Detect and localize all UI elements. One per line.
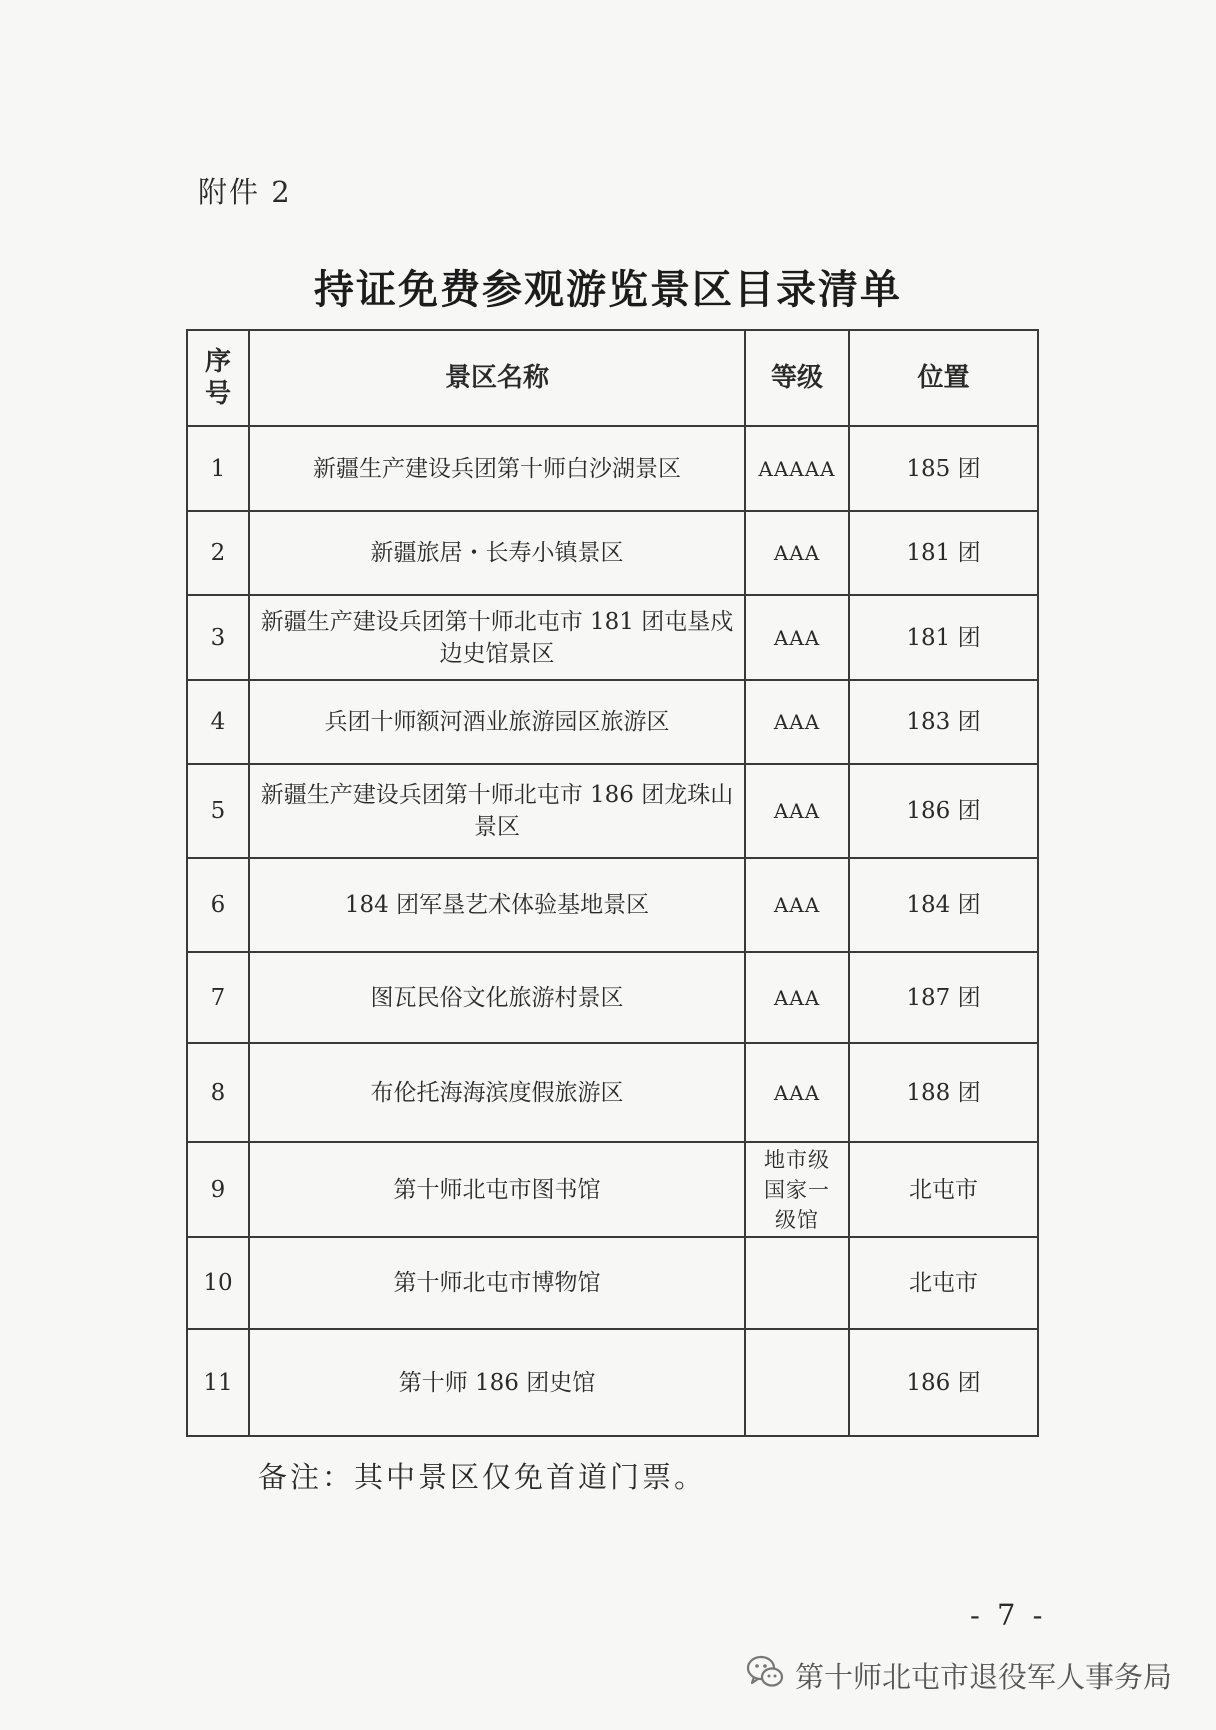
scenic-name: 第十师北屯市图书馆 xyxy=(249,1142,745,1237)
scenic-name: 布伦托海海滨度假旅游区 xyxy=(249,1043,745,1142)
scenic-location: 186 团 xyxy=(849,1329,1038,1436)
scenic-level: AAAAA xyxy=(745,426,849,511)
scenic-spot-table xyxy=(186,329,1039,1437)
table-row xyxy=(187,595,1038,680)
scenic-name: 新疆生产建设兵团第十师北屯市 186 团龙珠山景区 xyxy=(249,764,745,858)
wechat-icon xyxy=(745,1652,785,1699)
page-number: - 7 - xyxy=(970,1598,1047,1632)
table-row xyxy=(187,426,1038,511)
table-row xyxy=(187,1043,1038,1142)
scenic-name: 184 团军垦艺术体验基地景区 xyxy=(249,858,745,952)
scenic-location: 北屯市 xyxy=(849,1142,1038,1237)
row-number: 10 xyxy=(187,1237,249,1329)
row-number: 5 xyxy=(187,764,249,858)
header-location: 位置 xyxy=(849,330,1038,426)
table-header-row xyxy=(187,330,1038,426)
table-row xyxy=(187,858,1038,952)
scenic-location: 186 团 xyxy=(849,764,1038,858)
footnote: 备注：其中景区仅免首道门票。 xyxy=(258,1460,707,1494)
scenic-location: 北屯市 xyxy=(849,1237,1038,1329)
scenic-name: 第十师北屯市博物馆 xyxy=(249,1237,745,1329)
scenic-name: 新疆生产建设兵团第十师白沙湖景区 xyxy=(249,426,745,511)
scenic-level: AAA xyxy=(745,952,849,1043)
table-row xyxy=(187,511,1038,595)
scenic-level: AAA xyxy=(745,680,849,764)
row-number: 2 xyxy=(187,511,249,595)
scenic-level: AAA xyxy=(745,511,849,595)
scenic-level: 地市级国家一级馆 xyxy=(745,1142,849,1237)
page-title: 持证免费参观游览景区目录清单 xyxy=(314,267,902,313)
row-number: 7 xyxy=(187,952,249,1043)
scenic-location: 181 团 xyxy=(849,595,1038,680)
table-row xyxy=(187,1142,1038,1237)
header-scenic-name: 景区名称 xyxy=(249,330,745,426)
attachment-label: 附件 2 xyxy=(198,175,292,209)
scenic-location: 184 团 xyxy=(849,858,1038,952)
scenic-level: AAA xyxy=(745,764,849,858)
scenic-level: AAA xyxy=(745,1043,849,1142)
row-number: 9 xyxy=(187,1142,249,1237)
scenic-location: 188 团 xyxy=(849,1043,1038,1142)
row-number: 11 xyxy=(187,1329,249,1436)
scenic-level xyxy=(745,1237,849,1329)
scenic-level xyxy=(745,1329,849,1436)
scenic-name: 兵团十师额河酒业旅游园区旅游区 xyxy=(249,680,745,764)
source-name: 第十师北屯市退役军人事务局 xyxy=(795,1660,1173,1694)
row-number: 8 xyxy=(187,1043,249,1142)
table-row xyxy=(187,1237,1038,1329)
scenic-name: 图瓦民俗文化旅游村景区 xyxy=(249,952,745,1043)
row-number: 4 xyxy=(187,680,249,764)
scenic-location: 181 团 xyxy=(849,511,1038,595)
scenic-location: 183 团 xyxy=(849,680,1038,764)
header-level: 等级 xyxy=(745,330,849,426)
scenic-name: 新疆生产建设兵团第十师北屯市 181 团屯垦戍边史馆景区 xyxy=(249,595,745,680)
scenic-location: 187 团 xyxy=(849,952,1038,1043)
scenic-level: AAA xyxy=(745,858,849,952)
header-serial-number: 序号 xyxy=(187,330,249,426)
row-number: 3 xyxy=(187,595,249,680)
table-row xyxy=(187,680,1038,764)
table-row xyxy=(187,764,1038,858)
source-watermark xyxy=(745,1652,1172,1699)
table-row xyxy=(187,1329,1038,1436)
scenic-level: AAA xyxy=(745,595,849,680)
scenic-name: 新疆旅居・长寿小镇景区 xyxy=(249,511,745,595)
table-row xyxy=(187,952,1038,1043)
row-number: 1 xyxy=(187,426,249,511)
scenic-location: 185 团 xyxy=(849,426,1038,511)
scenic-name: 第十师 186 团史馆 xyxy=(249,1329,745,1436)
row-number: 6 xyxy=(187,858,249,952)
